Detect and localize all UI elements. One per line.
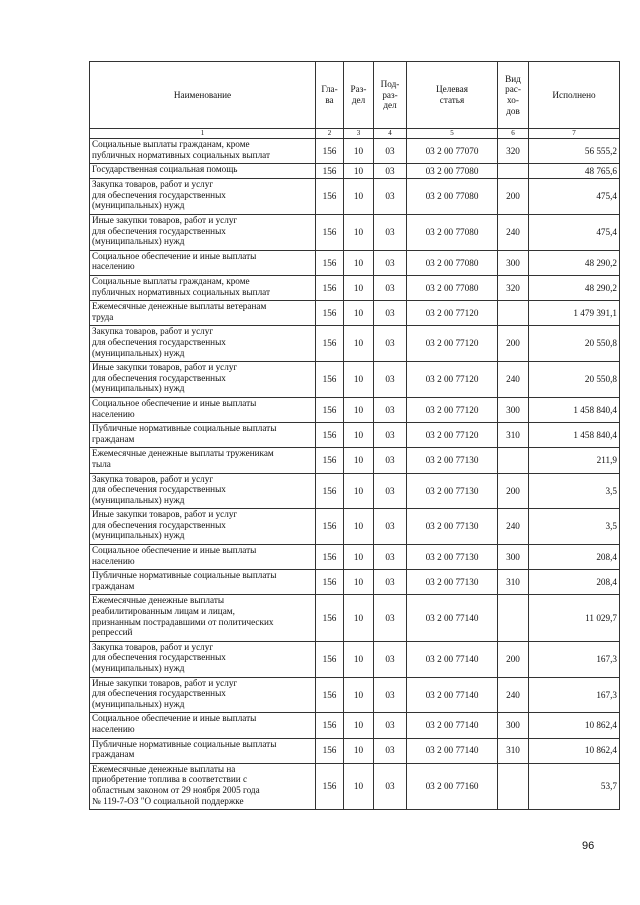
row-section: 10 [344, 139, 374, 164]
row-expense-type [498, 763, 529, 809]
row-section: 10 [344, 250, 374, 275]
row-name: Социальное обеспечение и иные выплаты населению [90, 713, 316, 738]
header-expense-type: Вид рас- хо- дов [498, 62, 529, 129]
row-subsection: 03 [374, 179, 407, 215]
header-chapter: Гла- ва [316, 62, 344, 129]
row-chapter: 156 [316, 250, 344, 275]
row-name: Закупка товаров, работ и услуг для обеспечения государственных (муниципальных) нужд [90, 179, 316, 215]
row-target-article: 03 2 00 77120 [407, 362, 498, 398]
row-amount: 1 458 840,4 [529, 423, 620, 448]
row-target-article: 03 2 00 77080 [407, 275, 498, 300]
row-subsection: 03 [374, 275, 407, 300]
table-row [90, 326, 620, 362]
row-subsection: 03 [374, 738, 407, 763]
row-expense-type [498, 301, 529, 326]
row-expense-type: 320 [498, 275, 529, 300]
row-chapter: 156 [316, 275, 344, 300]
row-section: 10 [344, 570, 374, 595]
row-chapter: 156 [316, 763, 344, 809]
row-section: 10 [344, 509, 374, 545]
row-section: 10 [344, 641, 374, 677]
row-target-article: 03 2 00 77130 [407, 545, 498, 570]
row-name: Социальные выплаты гражданам, кроме публичных нормативных социальных выплат [90, 139, 316, 164]
table-row [90, 179, 620, 215]
table-row [90, 448, 620, 473]
row-name: Ежемесячные денежные выплаты реабилитированным лицам и лицам, признанным пострадавшими от политических репрессий [90, 595, 316, 641]
row-subsection: 03 [374, 139, 407, 164]
row-amount: 48 765,6 [529, 164, 620, 179]
row-amount: 48 290,2 [529, 250, 620, 275]
row-chapter: 156 [316, 301, 344, 326]
table-row [90, 509, 620, 545]
header-executed: Исполнено [529, 62, 620, 129]
row-amount: 167,3 [529, 677, 620, 713]
row-subsection: 03 [374, 509, 407, 545]
row-amount: 11 029,7 [529, 595, 620, 641]
row-subsection: 03 [374, 570, 407, 595]
row-amount: 211,9 [529, 448, 620, 473]
row-name: Ежемесячные денежные выплаты труженикам тыла [90, 448, 316, 473]
row-amount: 208,4 [529, 545, 620, 570]
row-amount: 3,5 [529, 509, 620, 545]
row-target-article: 03 2 00 77130 [407, 570, 498, 595]
row-name: Закупка товаров, работ и услуг для обеспечения государственных (муниципальных) нужд [90, 473, 316, 509]
row-expense-type [498, 595, 529, 641]
row-chapter: 156 [316, 423, 344, 448]
table-row [90, 164, 620, 179]
table-row [90, 423, 620, 448]
row-name: Ежемесячные денежные выплаты ветеранам труда [90, 301, 316, 326]
row-name: Публичные нормативные социальные выплаты гражданам [90, 570, 316, 595]
row-target-article: 03 2 00 77130 [407, 509, 498, 545]
row-subsection: 03 [374, 677, 407, 713]
row-subsection: 03 [374, 250, 407, 275]
table-row [90, 250, 620, 275]
row-amount: 53,7 [529, 763, 620, 809]
row-subsection: 03 [374, 448, 407, 473]
row-expense-type: 300 [498, 713, 529, 738]
table-row [90, 397, 620, 422]
row-expense-type: 240 [498, 214, 529, 250]
row-expense-type: 200 [498, 326, 529, 362]
table-row [90, 362, 620, 398]
table-row [90, 139, 620, 164]
row-chapter: 156 [316, 509, 344, 545]
row-amount: 3,5 [529, 473, 620, 509]
table-row [90, 275, 620, 300]
row-expense-type: 200 [498, 473, 529, 509]
row-subsection: 03 [374, 362, 407, 398]
row-expense-type [498, 448, 529, 473]
row-chapter: 156 [316, 641, 344, 677]
row-amount: 167,3 [529, 641, 620, 677]
row-subsection: 03 [374, 595, 407, 641]
column-number: 6 [498, 129, 529, 139]
row-chapter: 156 [316, 545, 344, 570]
row-expense-type: 300 [498, 545, 529, 570]
column-number: 2 [316, 129, 344, 139]
table-row [90, 677, 620, 713]
row-expense-type: 310 [498, 570, 529, 595]
table-body [90, 139, 620, 810]
header-target-article: Целевая статья [407, 62, 498, 129]
row-section: 10 [344, 275, 374, 300]
column-number: 1 [90, 129, 316, 139]
row-name: Закупка товаров, работ и услуг для обеспечения государственных (муниципальных) нужд [90, 641, 316, 677]
row-name: Социальные выплаты гражданам, кроме публичных нормативных социальных выплат [90, 275, 316, 300]
row-name: Публичные нормативные социальные выплаты гражданам [90, 423, 316, 448]
row-expense-type: 300 [498, 250, 529, 275]
row-chapter: 156 [316, 164, 344, 179]
column-number: 4 [374, 129, 407, 139]
row-section: 10 [344, 763, 374, 809]
header-subsection: Под- раз- дел [374, 62, 407, 129]
row-subsection: 03 [374, 763, 407, 809]
page-number: 96 [582, 840, 595, 852]
row-subsection: 03 [374, 545, 407, 570]
table-row [90, 301, 620, 326]
header-name: Наименование [90, 62, 316, 129]
row-name: Ежемесячные денежные выплаты на приобретение топлива в соответствии с областным законом от 29 ноября 2005 года № 119-7-ОЗ "О социальной поддержке [90, 763, 316, 809]
row-name: Социальное обеспечение и иные выплаты населению [90, 545, 316, 570]
row-target-article: 03 2 00 77160 [407, 763, 498, 809]
row-target-article: 03 2 00 77140 [407, 738, 498, 763]
row-section: 10 [344, 362, 374, 398]
row-chapter: 156 [316, 738, 344, 763]
row-amount: 208,4 [529, 570, 620, 595]
row-chapter: 156 [316, 214, 344, 250]
row-amount: 475,4 [529, 214, 620, 250]
row-chapter: 156 [316, 397, 344, 422]
row-name: Иные закупки товаров, работ и услуг для обеспечения государственных (муниципальных) нужд [90, 362, 316, 398]
row-section: 10 [344, 677, 374, 713]
row-expense-type: 240 [498, 362, 529, 398]
row-amount: 10 862,4 [529, 713, 620, 738]
row-target-article: 03 2 00 77070 [407, 139, 498, 164]
table-row [90, 545, 620, 570]
row-expense-type: 300 [498, 397, 529, 422]
row-subsection: 03 [374, 713, 407, 738]
row-subsection: 03 [374, 214, 407, 250]
table-row [90, 713, 620, 738]
row-section: 10 [344, 179, 374, 215]
row-chapter: 156 [316, 326, 344, 362]
row-target-article: 03 2 00 77080 [407, 179, 498, 215]
row-subsection: 03 [374, 423, 407, 448]
column-number: 3 [344, 129, 374, 139]
row-target-article: 03 2 00 77140 [407, 713, 498, 738]
row-subsection: 03 [374, 301, 407, 326]
row-chapter: 156 [316, 362, 344, 398]
row-chapter: 156 [316, 448, 344, 473]
row-amount: 56 555,2 [529, 139, 620, 164]
row-target-article: 03 2 00 77080 [407, 250, 498, 275]
row-section: 10 [344, 595, 374, 641]
row-expense-type: 240 [498, 509, 529, 545]
row-section: 10 [344, 164, 374, 179]
row-subsection: 03 [374, 326, 407, 362]
row-target-article: 03 2 00 77120 [407, 326, 498, 362]
row-expense-type: 310 [498, 423, 529, 448]
row-expense-type: 320 [498, 139, 529, 164]
table-row [90, 641, 620, 677]
row-expense-type: 200 [498, 179, 529, 215]
row-target-article: 03 2 00 77080 [407, 214, 498, 250]
row-section: 10 [344, 448, 374, 473]
row-target-article: 03 2 00 77130 [407, 473, 498, 509]
row-amount: 48 290,2 [529, 275, 620, 300]
table-row [90, 595, 620, 641]
row-section: 10 [344, 545, 374, 570]
row-chapter: 156 [316, 713, 344, 738]
row-chapter: 156 [316, 677, 344, 713]
row-chapter: 156 [316, 179, 344, 215]
row-subsection: 03 [374, 164, 407, 179]
row-name: Социальное обеспечение и иные выплаты населению [90, 397, 316, 422]
row-chapter: 156 [316, 595, 344, 641]
row-chapter: 156 [316, 473, 344, 509]
column-number-row [90, 129, 620, 139]
row-target-article: 03 2 00 77130 [407, 448, 498, 473]
row-amount: 1 479 391,1 [529, 301, 620, 326]
row-name: Государственная социальная помощь [90, 164, 316, 179]
row-name: Социальное обеспечение и иные выплаты населению [90, 250, 316, 275]
row-section: 10 [344, 214, 374, 250]
column-number: 7 [529, 129, 620, 139]
row-target-article: 03 2 00 77140 [407, 595, 498, 641]
row-subsection: 03 [374, 641, 407, 677]
row-name: Иные закупки товаров, работ и услуг для обеспечения государственных (муниципальных) нужд [90, 509, 316, 545]
row-chapter: 156 [316, 570, 344, 595]
table-row [90, 763, 620, 809]
table-row [90, 738, 620, 763]
row-amount: 20 550,8 [529, 326, 620, 362]
row-subsection: 03 [374, 473, 407, 509]
row-amount: 10 862,4 [529, 738, 620, 763]
column-number: 5 [407, 129, 498, 139]
row-target-article: 03 2 00 77120 [407, 397, 498, 422]
row-section: 10 [344, 473, 374, 509]
row-amount: 1 458 840,4 [529, 397, 620, 422]
header-row [90, 62, 620, 129]
row-name: Публичные нормативные социальные выплаты гражданам [90, 738, 316, 763]
table-row [90, 473, 620, 509]
row-target-article: 03 2 00 77080 [407, 164, 498, 179]
row-section: 10 [344, 301, 374, 326]
table-row [90, 214, 620, 250]
row-chapter: 156 [316, 139, 344, 164]
row-section: 10 [344, 423, 374, 448]
row-target-article: 03 2 00 77120 [407, 301, 498, 326]
row-target-article: 03 2 00 77140 [407, 641, 498, 677]
row-expense-type [498, 164, 529, 179]
row-target-article: 03 2 00 77140 [407, 677, 498, 713]
row-name: Иные закупки товаров, работ и услуг для обеспечения государственных (муниципальных) нужд [90, 214, 316, 250]
row-subsection: 03 [374, 397, 407, 422]
row-amount: 475,4 [529, 179, 620, 215]
row-section: 10 [344, 713, 374, 738]
budget-table [89, 61, 620, 810]
row-name: Иные закупки товаров, работ и услуг для обеспечения государственных (муниципальных) нужд [90, 677, 316, 713]
row-expense-type: 240 [498, 677, 529, 713]
row-section: 10 [344, 397, 374, 422]
row-amount: 20 550,8 [529, 362, 620, 398]
row-expense-type: 200 [498, 641, 529, 677]
row-target-article: 03 2 00 77120 [407, 423, 498, 448]
row-name: Закупка товаров, работ и услуг для обеспечения государственных (муниципальных) нужд [90, 326, 316, 362]
table-row [90, 570, 620, 595]
row-expense-type: 310 [498, 738, 529, 763]
header-section: Раз- дел [344, 62, 374, 129]
row-section: 10 [344, 326, 374, 362]
row-section: 10 [344, 738, 374, 763]
